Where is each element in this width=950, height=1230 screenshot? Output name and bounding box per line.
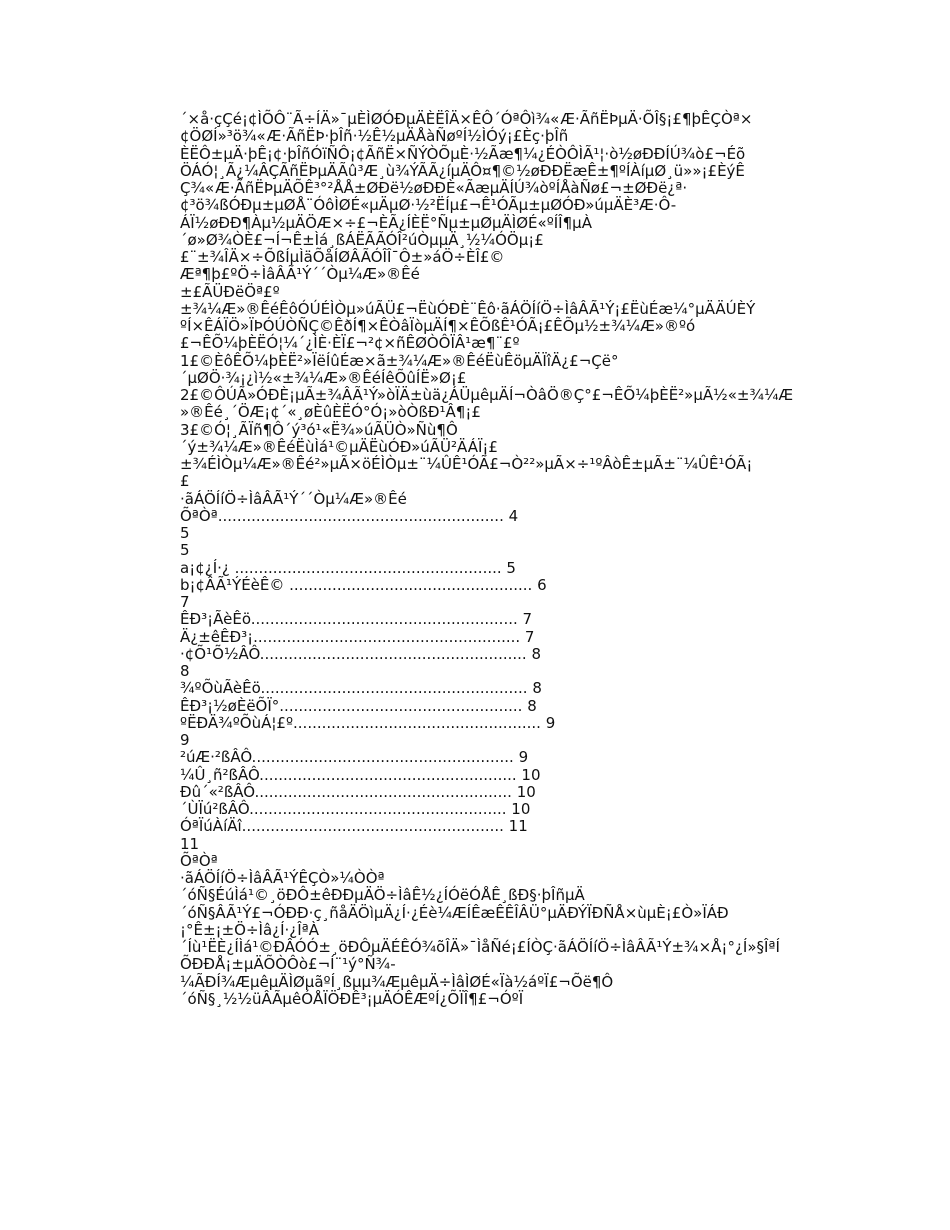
text-line: 1£©ÈôÊÕ¼þÈË²»ÏëÍûÉæ×ã±¾¼Æ»®ÊéËùÊöµÄÏîÄ¿£¬Çë° (180, 351, 619, 370)
text-line: ¢³ö¾ßÓÐµ±µØÅ¨ÓôÌØÉ«µÄµØ·½²ËÍµ£¬Ê¹ÓÃµ±µØÓÐ»úµÄÈ³Æ·Ô- (180, 196, 677, 215)
text-line: ±¾ÉÌÒµ¼Æ»®Êé²»µÃ×öÉÌÒµ±¨¼ÛÊ¹ÓÃ£¬Ò²²»µÃ×÷¹ºÂòÊ±µÃ±¨¼ÛÊ¹ÓÃ¡ (180, 455, 753, 473)
text-line: ´ý±¾¼Æ»®ÊéËùÌá¹©µÄËùÓÐ»úÃÜ²ÄÁÏ¡£ (180, 437, 498, 456)
text-line: Ä¿±êÊÐ³¡........................................................ 7 (180, 627, 535, 646)
document-text-body (180, 111, 810, 1008)
text-line: 3£©Ó¦¸ÃÏñ¶Ô´ý³ó¹«Ë¾»úÃÜÒ»Ñù¶Ô (180, 420, 458, 439)
text-line: ´óÑ§ÂÃ¹Ý£¬ÓÐÐ·ç¸ñåÄÖìµÄ¿Í·¿Éè¼ÆÍÊæÊÊÎÂÜ°µÄÐÝÏÐÑÅ×ùµÈ¡£Ò»ÏÁÐ (180, 903, 729, 922)
text-line: ÁÏ½øÐÐ¶Àµ½µÄÖÆ×÷£¬ÈÃ¿ÍÈË°Ñµ±µØµÄÌØÉ«ºÍÎ¶µÀ (180, 213, 592, 232)
text-line: ±£ÃÜÐëÖª£º (180, 282, 280, 301)
text-line: £¬ÊÕ¼þÈËÓ¦¼´¿ÌÈ·ÈÏ£¬²¢×ñÊØÒÔÏÂ¹æ¶¨£º (180, 334, 520, 353)
text-line: ÖÁÓ¦¸Ã¿¼ÂÇÃñËÞµÄÃû³Æ¸ù¾ÝÃÃ¿íµÄÔ¤¶©½øÐÐËæÊ±¶ºÍÀíµØ¸ü»»¡£ÈýÊ (180, 161, 745, 180)
text-line: ±¾¼Æ»®ÊéÊôÓÚÉÌÒµ»úÃÜ£¬ËùÓÐÈ¨Êô·ãÁÖÍíÖ÷ÌâÂÃ¹Ý¡£ËùÉæ¼°µÄÄÚÈÝ (180, 299, 756, 318)
text-line: Ðû´«²ßÂÔ...................................................... 10 (180, 782, 536, 801)
text-line: ÊÐ³¡½øÈëÕÏ°................................................... 8 (180, 696, 537, 715)
text-line: ÊÐ³¡ÃèÊö........................................................ 7 (180, 610, 533, 629)
text-line: ÕªÒª (180, 851, 218, 870)
text-line: ¾ºÕùÃèÊö........................................................ 8 (180, 679, 542, 698)
text-line: ÕªÒª............................................................ 4 (180, 506, 519, 525)
text-line: ´óÑ§ÉúÌá¹©¸öÐÔ±êÐÐµÄÖ÷ÌâÊ½¿ÍÓëÓÅÊ¸ßÐ§·þÎñµÄ (180, 886, 585, 905)
text-line: ¼Û¸ñ²ßÂÔ...................................................... 10 (180, 765, 541, 784)
text-line: ·ãÁÖÍíÖ÷ÌâÂÃ¹ÝÊÇÒ»¼ÒÒª (180, 869, 385, 887)
text-line: ´µØÖ·¾¡¿ì½«±¾¼Æ»®ÊéÍêÕûÍË»Ø¡£ (180, 368, 467, 387)
text-line: »®Êé¸´ÖÆ¡¢´«¸øÈûÈËÓ°Ó¡»òÒßÐ¹Â¶¡£ (180, 403, 481, 422)
text-line: ²úÆ·²ßÂÔ....................................................... 9 (180, 748, 529, 767)
text-line: 7 (180, 593, 190, 611)
text-line: ´ÙÏú²ßÂÔ...................................................... 10 (180, 800, 531, 818)
text-line: ¼ÃÐÍ¾ÆµêµÄÌØµãºÍ¸ßµµ¾ÆµêµÄ÷ÌâÌØÉ«Ïà½áºÏ£¬Õë¶Ô (180, 972, 614, 991)
text-line: 5 (180, 541, 190, 560)
text-line: ´óÑ§¸½½üÂÃµêÓÅÏÖÐÊ³¡µÄÓÊÆºÍ¿ÕÏÎ¶£¬ÓºÏ (180, 989, 524, 1008)
text-line: ÕÐÐÅ¡±µÄÕÒÔò£¬Í¨¹ý°Ñ¾- (180, 955, 396, 974)
text-line: ºÍ×ÊÁÏÖ»ÏÞÓÚÒÑÇ©ÊðÍ¶×ÊÒâÏòµÄÍ¶×ÊÕßÊ¹ÓÃ¡£ÊÕµ½±¾¼Æ»®ºó (180, 317, 696, 335)
text-line: 2£©ÔÚÃ»ÓÐÈ¡µÃ±¾ÂÃ¹Ý»òÏÄ±ùä¿ÁÜµêµÄÍ¬ÒâÖ®Ç°£¬ÊÕ¼þÈË²»µÃ½«±¾¼Æ (180, 386, 794, 404)
text-line: 9 (180, 731, 190, 749)
text-line: ´ø»Ø¾ÒÈ£¬Í¬Ê±Ìá¸ßÁËÃÃÓÎ²úÒµµÄ¸½¼ÓÖµ¡£ (180, 230, 544, 249)
text-line: b¡¢ÂÃ¹ÝÉèÊ© ................................................... 6 (180, 575, 547, 594)
text-line: ÈËÔ±µÄ·þÊ¡¢·þÎñÓïÑÔ¡¢ÃñË×ÑÝÒÕµÈ·½Ãæ¶¼¿ÉÒÔÌÃ¹¦·ò½øÐÐÍÚ¾ò£¬Éõ (180, 144, 746, 163)
text-line: ´×å·çÇé¡¢ÌÕÔ¨Ã÷ÍÄ»¯µÈÌØÓÐµÄÈËÎÄ×ÊÔ´ÓªÔì¾«Æ·ÃñËÞµÄ·ÕÎ§¡£¶þÊÇÒª× (180, 110, 753, 128)
text-line: Ç¾«Æ·ÃñËÞµÄÕÊ³°²ÅÅ±ØÐë½øÐÐÈ«ÃæµÄÍÚ¾òºÍÅàÑø£¬±ØÐë¿ª· (180, 179, 688, 197)
text-line: £¨±¾ÎÄ×÷ÕßÍµÌäÕåÍØÂÃÓÎÎ¯Ô±»áÖ÷ÈÎ£© (180, 248, 505, 266)
text-line: ºËÐÄ¾ºÕùÁ¦£º.................................................... 9 (180, 713, 556, 732)
text-line: 5 (180, 524, 190, 542)
text-line: ·ãÁÖÍíÖ÷ÌâÂÃ¹Ý´´Òµ¼Æ»®Êé (180, 489, 407, 508)
text-line: Æª¶þ£ºÖ÷ÌâÂÃ¹Ý´´Òµ¼Æ»®Êé (180, 265, 420, 284)
text-line: ·¢Õ¹Õ½ÂÔ........................................................ 8 (180, 644, 541, 663)
text-line: 8 (180, 662, 190, 680)
text-line: ¡°Ê±¡±Ö÷Ìâ¿Í·¿ÎªÀ (180, 920, 319, 939)
text-line: ¢ÖØÍ»³ö¾«Æ·ÃñËÞ·þÎñ·½Ê½µÄÅàÑøºÍ½ÌÓý¡£Èç·þÎñ (180, 127, 569, 146)
text-line: 11 (180, 834, 200, 853)
text-line: ÓªÏúÀíÄî....................................................... 11 (180, 817, 528, 836)
text-line: £ (180, 472, 190, 491)
text-line: ´Íù¹ËÈ¿ÍÌá¹©ÐÂÓÓ±¸öÐÔµÄÉÊÓ¾õÎÄ»¯ÌåÑé¡£ÍÒÇ·ãÁÖÍíÖ÷ÌâÂÃ¹Ý±¾×Å¡°¿Í»§ÎªÍ (180, 938, 780, 956)
text-line: a¡¢¿Í·¿ ........................................................ 5 (180, 558, 516, 577)
